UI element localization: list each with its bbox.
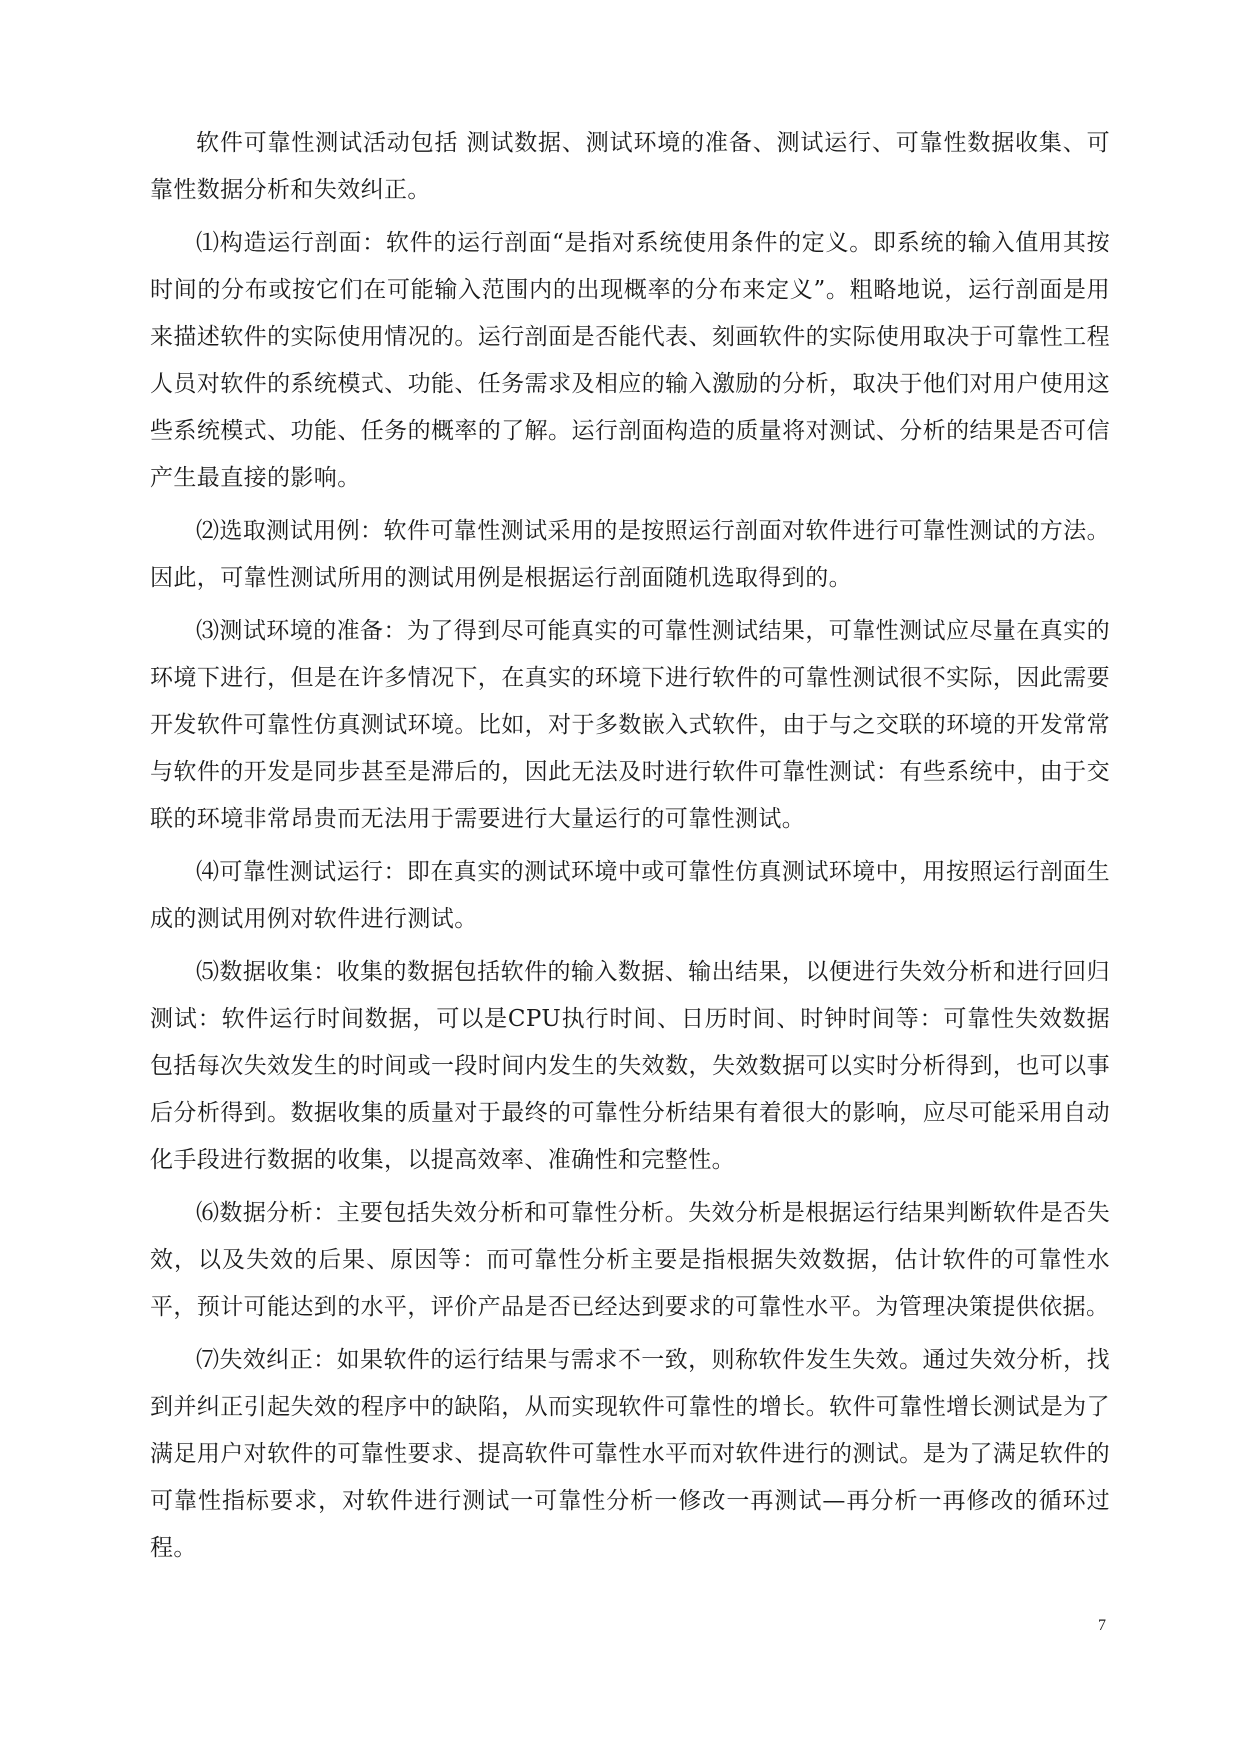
paragraph-failure-correction: ⑺失效纠正：如果软件的运行结果与需求不一致，则称软件发生失效。通过失效分析，找到并纠正引起失效的程序中的缺陷，从而实现软件可靠性的增长。软件可靠性增长测试是为了满足用户对软件的可靠性要求、提高软件可靠性水平而对软件进行的测试。是为了满足软件的可靠性指标要求，对软件进行测试一可靠性分析一修改一再测试—再分析一再修改的循环过程。 — [150, 1347, 1110, 1561]
paragraph-intro: 软件可靠性测试活动包括 测试数据、测试环境的准备、测试运行、可靠性数据收集、可靠性数据分析和失效纠正。 — [150, 130, 1110, 203]
paragraph-test-case-selection: ⑵选取测试用例：软件可靠性测试采用的是按照运行剖面对软件进行可靠性测试的方法。因此，可靠性测试所用的测试用例是根据运行剖面随机选取得到的。 — [150, 518, 1110, 591]
paragraph-data-analysis: ⑹数据分析：主要包括失效分析和可靠性分析。失效分析是根据运行结果判断软件是否失效，以及失效的后果、原因等：而可靠性分析主要是指根据失效数据，估计软件的可靠性水平，预计可能达到的水平，评价产品是否已经达到要求的可靠性水平。为管理决策提供依据。 — [150, 1200, 1110, 1320]
paragraph-operational-profile: ⑴构造运行剖面：软件的运行剖面“是指对系统使用条件的定义。即系统的输入值用其按时间的分布或按它们在可能输入范围内的出现概率的分布来定义”。粗略地说，运行剖面是用来描述软件的实际使用情况的。运行剖面是否能代表、刻画软件的实际使用取决于可靠性工程人员对软件的系统模式、功能、任务需求及相应的输入激励的分析，取决于他们对用户使用这些系统模式、功能、任务的概率的了解。运行剖面构造的质量将对测试、分析的结果是否可信产生最直接的影响。 — [150, 230, 1110, 491]
page-number: 7 — [1098, 1617, 1106, 1634]
paragraph-data-collection: ⑸数据收集：收集的数据包括软件的输入数据、输出结果，以便进行失效分析和进行回归测试：软件运行时间数据，可以是CPU执行时间、日历时间、时钟时间等：可靠性失效数据包括每次失效发生的时间或一段时间内发生的失效数，失效数据可以实时分析得到，也可以事后分析得到。数据收集的质量对于最终的可靠性分析结果有着很大的影响，应尽可能采用自动化手段进行数据的收集，以提高效率、准确性和完整性。 — [150, 959, 1110, 1173]
paragraph-test-execution: ⑷可靠性测试运行：即在真实的测试环境中或可靠性仿真测试环境中，用按照运行剖面生成的测试用例对软件进行测试。 — [150, 859, 1110, 932]
document-body — [150, 120, 1110, 1578]
paragraph-test-environment: ⑶测试环境的准备：为了得到尽可能真实的可靠性测试结果，可靠性测试应尽量在真实的环境下进行，但是在许多情况下，在真实的环境下进行软件的可靠性测试很不实际，因此需要开发软件可靠性仿真测试环境。比如，对于多数嵌入式软件，由于与之交联的环境的开发常常与软件的开发是同步甚至是滞后的，因此无法及时进行软件可靠性测试：有些系统中，由于交联的环境非常昂贵而无法用于需要进行大量运行的可靠性测试。 — [150, 618, 1110, 832]
